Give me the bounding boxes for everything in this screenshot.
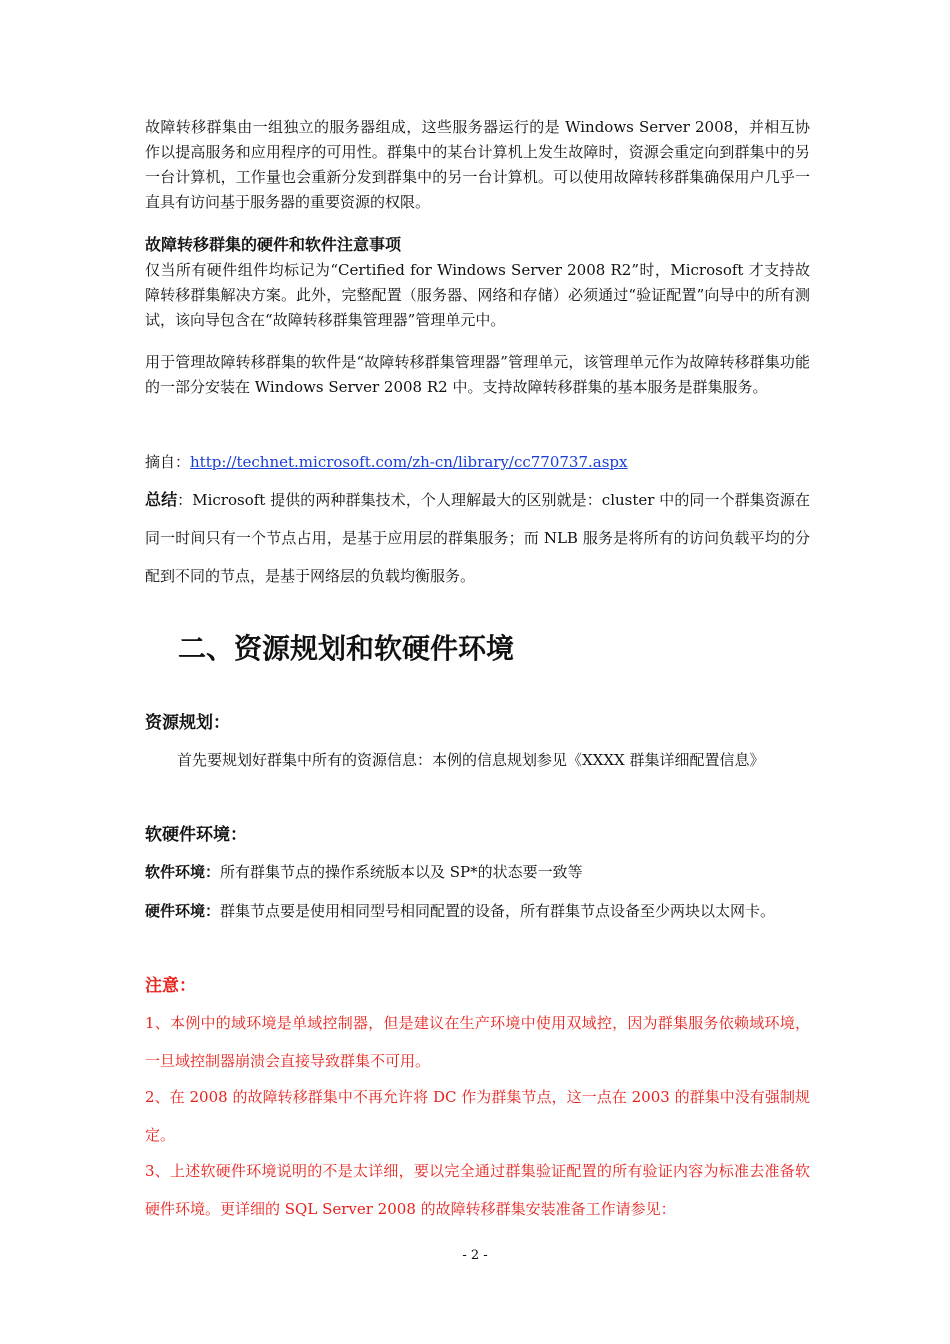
environment-heading: 软硬件环境： xyxy=(145,825,247,845)
hardware-environment-text: 群集节点要是使用相同型号相同配置的设备，所有群集节点设备至少两块以太网卡。 xyxy=(220,902,776,920)
hardware-software-paragraph-1: 仅当所有硬件组件均标记为“Certified for Windows Server 2008 R2”时，Microsoft 才支持故障转移群集解决方案。此外，完整配置（服务器、网络和存储）必须通过“验证配置”向导中的所有测试，该向导包含在“故障转移群集管理器”管理单元中。 xyxy=(145,261,810,329)
page-number: - 2 - xyxy=(462,1248,488,1263)
intro-paragraph: 故障转移群集由一组独立的服务器组成，这些服务器运行的是 Windows Server 2008，并相互协作以提高服务和应用程序的可用性。群集中的某台计算机上发生故障时，资源会重定向到群集中的另一台计算机，工作量也会重新分发到群集中的另一台计算机。可以使用故障转移群集确保用户几乎一直具有访问基于服务器的重要资源的权限。 xyxy=(145,118,810,211)
source-label: 摘自： xyxy=(145,453,191,471)
hardware-software-paragraph-2: 用于管理故障转移群集的软件是“故障转移群集管理器”管理单元，该管理单元作为故障转移群集功能的一部分安装在 Windows Server 2008 R2 中。支持故障转移群集的基本服务是群集服务。 xyxy=(145,353,810,396)
resource-planning-text: 首先要规划好群集中所有的资源信息：本例的信息规划参见《XXXX 群集详细配置信息》 xyxy=(177,751,765,769)
resource-planning-heading: 资源规划： xyxy=(145,713,230,733)
software-environment-text: 所有群集节点的操作系统版本以及 SP*的状态要一致等 xyxy=(220,863,583,881)
hardware-environment-paragraph xyxy=(145,892,810,930)
software-environment-label: 软件环境： xyxy=(145,863,221,881)
software-environment-line xyxy=(145,853,810,891)
note-item-1: 1、本例中的域环境是单域控制器，但是建议在生产环境中使用双域控，因为群集服务依赖域环境，一旦域控制器崩溃会直接导致群集不可用。 xyxy=(145,1014,810,1070)
summary-text: Microsoft 提供的两种群集技术，个人理解最大的区别就是：cluster 中的同一个群集资源在同一时间只有一个节点占用，是基于应用层的群集服务；而 NLB 服务是将所有的访问负载平均的分配到不同的节点，是基于网络层的负载均衡服务。 xyxy=(145,491,810,585)
section-2-heading: 二、资源规划和软硬件环境 xyxy=(178,632,515,665)
note-item-3: 3、上述软硬件环境说明的不是太详细，要以完全通过群集验证配置的所有验证内容为标准去准备软硬件环境。更详细的 SQL Server 2008 的故障转移群集安装准备工作请参见： xyxy=(145,1162,810,1218)
hardware-software-heading: 故障转移群集的硬件和软件注意事项 xyxy=(145,235,402,254)
summary-paragraph xyxy=(145,481,810,595)
notes-heading: 注意： xyxy=(145,976,196,996)
note-item-2: 2、在 2008 的故障转移群集中不再允许将 DC 作为群集节点，这一点在 2003 的群集中没有强制规定。 xyxy=(145,1088,810,1144)
hardware-environment-label: 硬件环境： xyxy=(145,902,221,920)
summary-separator: ： xyxy=(177,491,193,509)
source-line xyxy=(145,450,810,475)
source-link[interactable]: http://technet.microsoft.com/zh-cn/library/cc770737.aspx xyxy=(190,453,628,471)
summary-label: 总结 xyxy=(145,490,178,509)
